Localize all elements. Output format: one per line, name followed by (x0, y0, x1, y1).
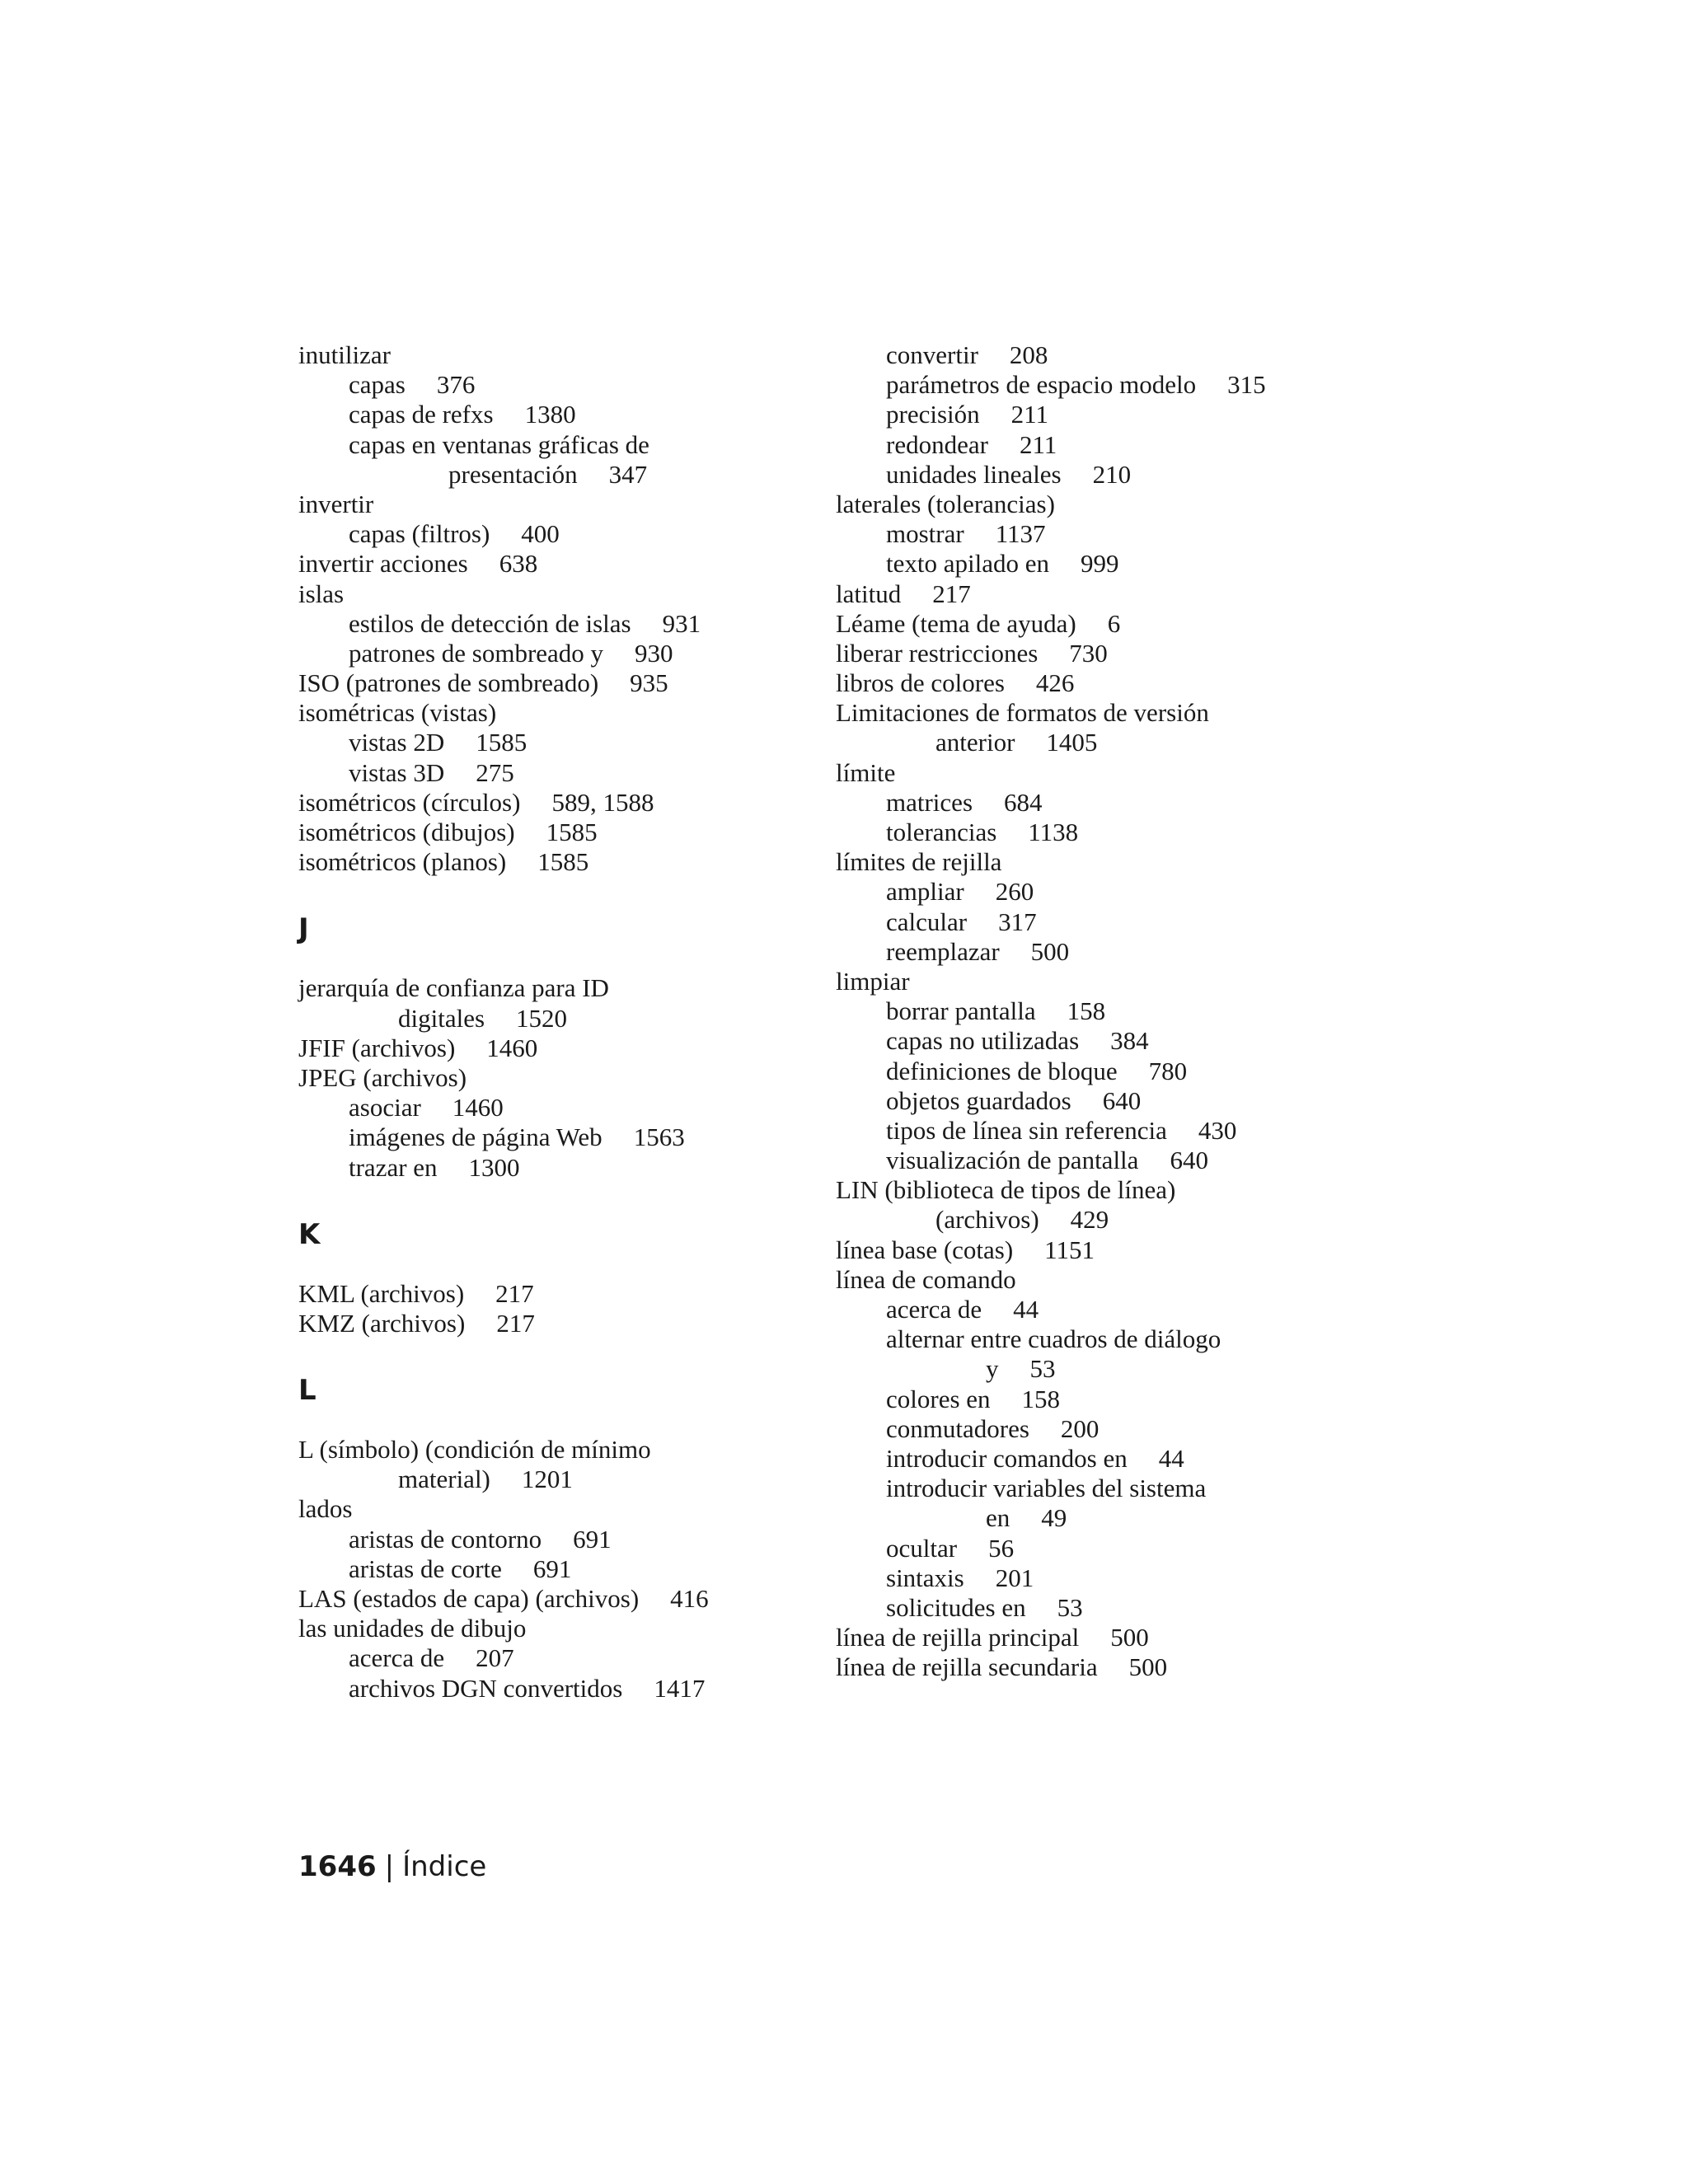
index-term: limpiar (836, 966, 910, 996)
index-page-ref: 384 (1110, 1026, 1149, 1056)
index-entry (836, 1563, 1363, 1593)
index-page-ref: 1417 (654, 1673, 706, 1703)
index-entry (836, 788, 1363, 818)
index-term: invertir acciones (298, 549, 468, 579)
index-term: L (símbolo) (condición de mínimo (298, 1435, 651, 1465)
index-term: solicitudes en (886, 1592, 1026, 1622)
index-term: libros de colores (836, 668, 1005, 698)
index-term: anterior (935, 728, 1015, 757)
index-term: matrices (886, 787, 973, 817)
index-entry (836, 1116, 1363, 1146)
index-term: capas en ventanas gráficas de (349, 429, 649, 459)
index-page-ref: 500 (1110, 1623, 1149, 1652)
index-page-ref: 429 (1070, 1205, 1109, 1235)
index-page-ref: 6 (1107, 608, 1121, 638)
index-page-ref: 1201 (521, 1465, 573, 1494)
index-term: jerarquía de confianza para ID (298, 973, 609, 1003)
index-entry (298, 1093, 809, 1122)
index-page-ref: 207 (476, 1643, 514, 1673)
index-entry (836, 758, 1363, 788)
index-page-ref: 347 (608, 459, 648, 489)
index-page-ref: 1138 (1028, 818, 1079, 846)
index-page-ref: 1380 (524, 400, 576, 429)
index-page-ref: 430 (1198, 1115, 1237, 1145)
index-page-ref: 44 (1158, 1443, 1184, 1473)
index-entry (836, 1235, 1363, 1265)
index-page-ref: 691 (532, 1554, 572, 1583)
index-page-ref: 691 (573, 1524, 612, 1554)
index-entry (298, 1122, 809, 1152)
index-term: alternar entre cuadros de diálogo (886, 1324, 1221, 1354)
index-page-ref: 53 (1029, 1354, 1056, 1384)
index-entry (298, 490, 809, 519)
index-entry (836, 877, 1363, 907)
index-term: unidades lineales (886, 459, 1062, 489)
index-term: asociar (349, 1093, 421, 1122)
index-entry (836, 698, 1363, 728)
index-term: islas (298, 579, 345, 608)
index-page-ref: 1460 (486, 1033, 538, 1062)
index-entry (836, 847, 1363, 877)
index-entry (298, 788, 809, 818)
index-entry (836, 1205, 1363, 1235)
index-term: lados (298, 1494, 353, 1524)
index-entry (298, 549, 809, 579)
index-page-ref: 260 (995, 877, 1034, 907)
index-entry (836, 1623, 1363, 1652)
index-term: texto apilado en (886, 549, 1049, 579)
index-term: introducir variables del sistema (886, 1474, 1207, 1503)
index-page-ref: 315 (1227, 370, 1266, 400)
index-entry (298, 728, 809, 757)
index-term: en (986, 1503, 1010, 1533)
index-term: KML (archivos) (298, 1278, 465, 1308)
index-page-ref: 217 (496, 1308, 535, 1338)
index-entry (836, 1385, 1363, 1414)
index-page-ref: 930 (635, 638, 673, 668)
index-term: capas de refxs (349, 400, 494, 429)
index-term: JPEG (archivos) (298, 1062, 467, 1092)
index-term: objetos guardados (886, 1085, 1071, 1115)
index-page-ref: 275 (476, 757, 514, 787)
index-page-ref: 1460 (452, 1093, 504, 1122)
index-page-ref: 317 (998, 907, 1037, 936)
index-entry (298, 847, 809, 877)
index-page-ref: 53 (1057, 1592, 1083, 1622)
index-entry (836, 460, 1363, 490)
index-entry (836, 1175, 1363, 1205)
index-entry (836, 519, 1363, 549)
index-term: isométricos (círculos) (298, 787, 521, 817)
index-term: sintaxis (886, 1563, 964, 1592)
index-term: laterales (tolerancias) (836, 489, 1055, 518)
index-page-ref: 201 (995, 1563, 1034, 1592)
index-page-ref: 1137 (995, 519, 1046, 549)
index-entry (836, 549, 1363, 579)
index-entry (836, 1444, 1363, 1474)
index-term: tolerancias (886, 818, 997, 846)
index-page-ref: 640 (1170, 1146, 1208, 1175)
index-page-ref: 1585 (476, 728, 528, 757)
index-term: digitales (398, 1003, 485, 1033)
index-page-ref: 158 (1021, 1384, 1061, 1413)
index-term: colores en (886, 1384, 991, 1413)
index-page-ref: 640 (1102, 1085, 1142, 1115)
index-term: parámetros de espacio modelo (886, 370, 1197, 400)
index-term: mostrar (886, 519, 964, 549)
index-entry (836, 937, 1363, 967)
index-page-ref: 931 (662, 608, 701, 638)
index-entry (298, 400, 809, 429)
index-term: definiciones de bloque (886, 1056, 1118, 1085)
index-term: línea de comando (836, 1264, 1016, 1294)
index-entry (298, 1063, 809, 1093)
index-term: vistas 2D (349, 728, 445, 757)
index-entry (298, 818, 809, 847)
index-entry (298, 1494, 809, 1524)
index-entry (836, 1474, 1363, 1503)
index-entry (836, 967, 1363, 996)
index-term: capas no utilizadas (886, 1026, 1080, 1056)
index-term: capas (349, 370, 406, 400)
index-page-ref: 208 (1009, 340, 1048, 369)
index-entry (836, 907, 1363, 937)
index-page-ref: 1585 (546, 818, 598, 846)
index-term: aristas de corte (349, 1554, 502, 1583)
index-term: redondear (886, 429, 988, 459)
index-term: línea de rejilla secundaria (836, 1652, 1098, 1682)
index-page-ref: 210 (1092, 459, 1132, 489)
index-term: ocultar (886, 1533, 958, 1563)
index-entry (298, 1554, 809, 1584)
index-page-ref: 211 (1010, 400, 1048, 429)
index-term: isométricas (vistas) (298, 698, 497, 728)
index-entry (298, 639, 809, 668)
index-entry (836, 340, 1363, 370)
index-term: acerca de (886, 1295, 982, 1324)
index-page-ref: 49 (1041, 1503, 1067, 1533)
section-title: Índice (402, 1850, 487, 1883)
index-entry (298, 430, 809, 460)
index-term: LAS (estados de capa) (archivos) (298, 1584, 640, 1613)
index-entry (836, 818, 1363, 847)
index-entry (836, 430, 1363, 460)
index-entry (836, 1414, 1363, 1444)
index-entry (298, 1309, 809, 1338)
index-term: precisión (886, 400, 980, 429)
index-term: línea de rejilla principal (836, 1623, 1080, 1652)
index-term: borrar pantalla (886, 996, 1036, 1026)
index-term: inutilizar (298, 340, 391, 369)
index-entry (298, 1435, 809, 1465)
section-letter-k: K (298, 1217, 321, 1251)
index-term: Léame (tema de ayuda) (836, 608, 1076, 638)
index-entry (298, 1153, 809, 1183)
index-page-ref: 1585 (537, 847, 589, 877)
index-entry (836, 1086, 1363, 1116)
index-term: calcular (886, 907, 968, 936)
footer-separator: | (384, 1850, 395, 1883)
index-entry (836, 668, 1363, 698)
section-letter-j: J (298, 912, 309, 946)
index-term: conmutadores (886, 1413, 1029, 1443)
index-entry (298, 460, 809, 490)
index-entry (298, 579, 809, 609)
index-term: acerca de (349, 1643, 445, 1673)
index-entry (298, 698, 809, 728)
index-term: estilos de detección de islas (349, 608, 631, 638)
index-page-ref: 1520 (516, 1003, 568, 1033)
index-term: material) (398, 1465, 490, 1494)
index-entry (836, 579, 1363, 609)
index-entry (298, 1674, 809, 1704)
index-entry (836, 728, 1363, 757)
index-page-ref: 200 (1060, 1413, 1100, 1443)
index-page-ref: 780 (1148, 1056, 1188, 1085)
index-entry (298, 340, 809, 370)
index-page-ref: 935 (630, 668, 668, 698)
index-page-ref: 500 (1030, 936, 1070, 966)
index-page-ref: 730 (1069, 638, 1108, 668)
index-page-ref: 500 (1128, 1652, 1168, 1682)
index-entry (836, 1026, 1363, 1056)
index-page-ref: 56 (988, 1533, 1015, 1563)
index-entry (298, 1004, 809, 1033)
index-entry (836, 1265, 1363, 1295)
index-entry (836, 400, 1363, 429)
index-entry (298, 370, 809, 400)
index-entry (298, 1033, 809, 1063)
index-term: invertir (298, 489, 374, 518)
index-term: introducir comandos en (886, 1443, 1128, 1473)
index-entry (298, 973, 809, 1003)
index-entry (298, 668, 809, 698)
index-entry (836, 996, 1363, 1026)
index-column-left (298, 340, 809, 1704)
index-entry (298, 1643, 809, 1673)
index-entry (298, 1614, 809, 1643)
index-term: Limitaciones de formatos de versión (836, 698, 1209, 728)
index-page-ref: 1405 (1046, 728, 1098, 757)
index-term: isométricos (planos) (298, 847, 507, 877)
index-page-ref: 999 (1081, 549, 1119, 579)
index-term: JFIF (archivos) (298, 1033, 456, 1062)
index-term: línea base (cotas) (836, 1235, 1014, 1264)
index-term: capas (filtros) (349, 519, 490, 549)
index-term: tipos de línea sin referencia (886, 1115, 1167, 1145)
index-page-ref: 44 (1013, 1295, 1039, 1324)
index-entry (836, 1146, 1363, 1175)
index-entry (298, 1279, 809, 1309)
index-page-ref: 158 (1067, 996, 1106, 1026)
index-term: límite (836, 757, 896, 787)
index-term: presentación (448, 459, 578, 489)
index-term: ampliar (886, 877, 964, 907)
page-number: 1646 (298, 1850, 377, 1883)
index-entry (836, 1534, 1363, 1563)
index-page-ref: 217 (932, 579, 971, 608)
index-term: LIN (biblioteca de tipos de línea) (836, 1175, 1176, 1205)
index-term: las unidades de dibujo (298, 1614, 527, 1643)
section-letter-l: L (298, 1374, 316, 1408)
index-term: (archivos) (935, 1205, 1039, 1235)
index-entry (298, 609, 809, 639)
index-entry (836, 490, 1363, 519)
index-term: convertir (886, 340, 978, 369)
index-page-ref: 1563 (633, 1122, 685, 1152)
index-entry (298, 1525, 809, 1554)
index-page-ref: 400 (521, 519, 560, 549)
index-entry (836, 1354, 1363, 1384)
index-term: KMZ (archivos) (298, 1308, 466, 1338)
index-entry (836, 1324, 1363, 1354)
index-term: patrones de sombreado y (349, 638, 604, 668)
index-page-ref: 684 (1004, 787, 1043, 817)
index-entry (836, 1295, 1363, 1324)
index-term: archivos DGN convertidos (349, 1673, 623, 1703)
index-entry (836, 609, 1363, 639)
index-term: trazar en (349, 1152, 438, 1182)
index-page-ref: 376 (436, 370, 476, 400)
index-page-ref: 426 (1035, 668, 1075, 698)
index-entry (836, 1652, 1363, 1682)
index-page-ref: 1300 (468, 1152, 520, 1182)
index-term: visualización de pantalla (886, 1146, 1139, 1175)
index-page-ref: 416 (670, 1584, 709, 1613)
index-entry (836, 1593, 1363, 1623)
index-term: y (986, 1354, 999, 1384)
index-entry (298, 1584, 809, 1614)
index-term: reemplazar (886, 936, 1000, 966)
index-term: imágenes de página Web (349, 1122, 603, 1152)
index-entry (836, 1503, 1363, 1533)
index-entry (836, 639, 1363, 668)
index-page-ref: 211 (1019, 429, 1057, 459)
index-page-ref: 1151 (1044, 1235, 1095, 1264)
index-page-ref: 217 (495, 1278, 534, 1308)
index-term: aristas de contorno (349, 1524, 542, 1554)
page-footer (298, 1850, 486, 1883)
index-entry (836, 1057, 1363, 1086)
index-entry (298, 1465, 809, 1494)
index-entry (298, 758, 809, 788)
index-term: liberar restricciones (836, 638, 1039, 668)
index-term: límites de rejilla (836, 847, 1002, 877)
index-term: latitud (836, 579, 902, 608)
index-term: isométricos (dibujos) (298, 818, 515, 846)
index-entry (298, 519, 809, 549)
index-page-ref: 638 (499, 549, 538, 579)
index-term: ISO (patrones de sombreado) (298, 668, 599, 698)
index-column-right (836, 340, 1363, 1682)
index-entry (836, 370, 1363, 400)
index-page-ref: 589, 1588 (551, 787, 654, 817)
index-term: vistas 3D (349, 757, 445, 787)
